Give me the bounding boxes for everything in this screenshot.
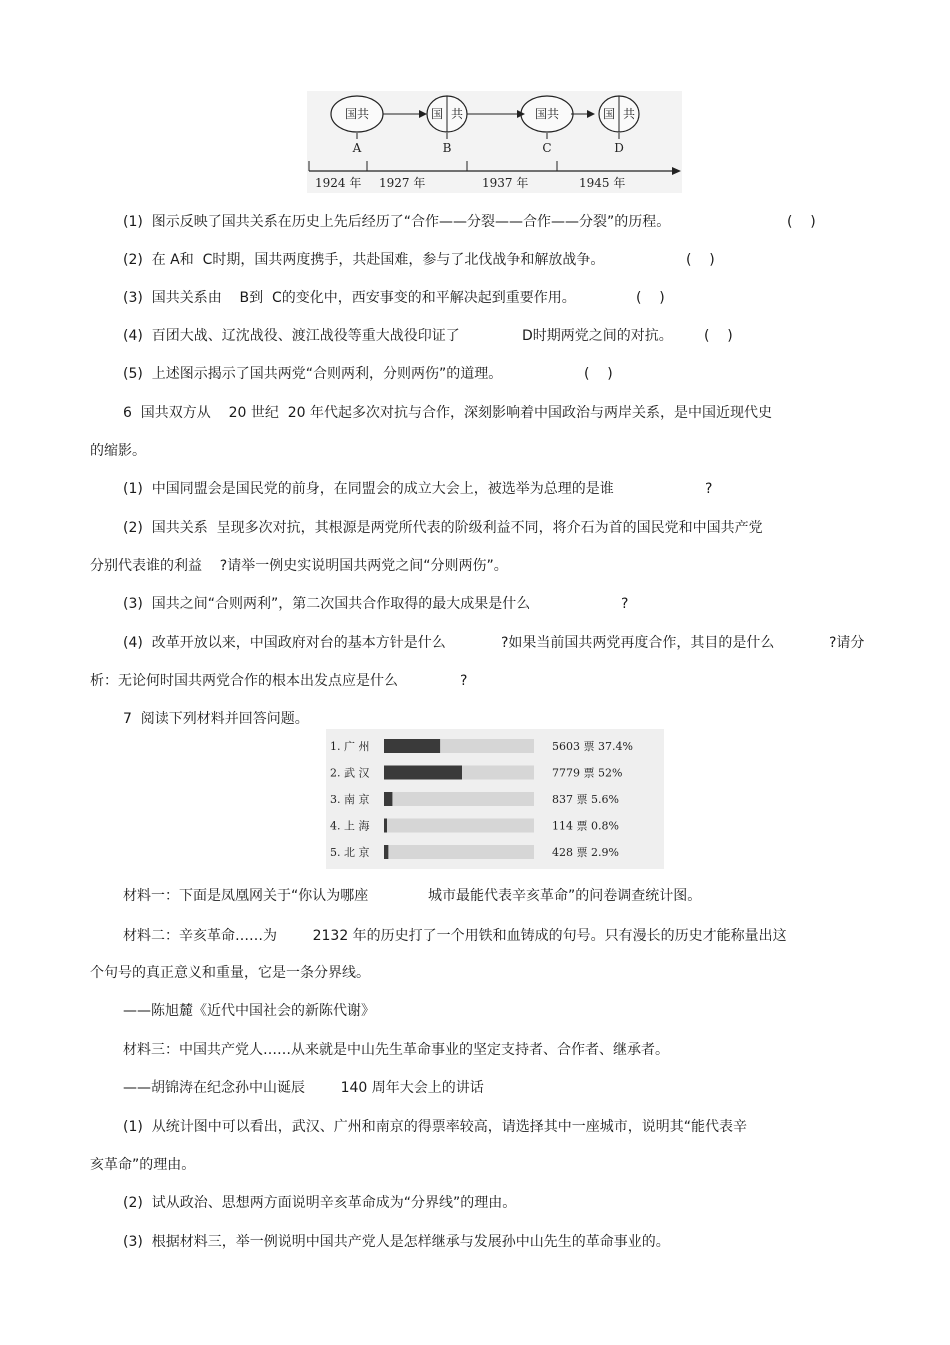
q7-part1-line1: (1) 从统计图中可以看出，武汉、广州和南京的得票率较高，请选择其中一座城市，说明其“能代表辛 bbox=[123, 1119, 747, 1135]
kmt-cpc-relations-diagram bbox=[307, 91, 682, 193]
chart-bar-track bbox=[384, 845, 534, 859]
q6-part3: (3) 国共之间“合则两利”，第二次国共合作取得的最大成果是什么 bbox=[123, 596, 531, 612]
chart-value-label: 7779 票 52% bbox=[552, 766, 623, 780]
chart-category-label: 2. 武 汉 bbox=[330, 766, 370, 780]
q7-source2: ——胡锦涛在纪念孙中山诞辰 140 周年大会上的讲话 bbox=[123, 1080, 484, 1096]
chart-value-label: 428 票 2.9% bbox=[552, 846, 619, 859]
q6-part1-qmark: ? bbox=[705, 481, 713, 497]
q7-material1-b: 城市最能代表辛亥革命”的问卷调查统计图。 bbox=[428, 888, 702, 904]
node-c-label: 国共 bbox=[534, 107, 560, 121]
q5-item-2: (2) 在 A和 C时期，国共两度携手，共赴国难，参与了北伐战争和解放战争。 bbox=[123, 252, 605, 268]
node-d-label-right: 共 bbox=[622, 107, 636, 121]
chart-value-label: 5603 票 37.4% bbox=[552, 740, 633, 753]
q6-intro-line1: 6 国共双方从 20 世纪 20 年代起多次对抗与合作，深刻影响着中国政治与两岸关系，是中国近现代史 bbox=[123, 405, 773, 421]
node-d-label-left: 国 bbox=[602, 107, 616, 121]
q5-item-5: (5) 上述图示揭示了国共两党“合则两利，分则两伤”的道理。 bbox=[123, 366, 503, 382]
q7-material1-a: 材料一：下面是凤凰网关于“你认为哪座 bbox=[123, 888, 369, 904]
node-b-label-right: 共 bbox=[450, 107, 464, 121]
q7-intro: 7 阅读下列材料并回答问题。 bbox=[123, 711, 309, 727]
q6-part4-line1b: ?如果当前国共两党再度合作，其目的是什么 bbox=[501, 635, 775, 651]
year-1924: 1924 年 bbox=[315, 176, 362, 190]
chart-bar bbox=[384, 766, 462, 780]
year-1927: 1927 年 bbox=[379, 176, 426, 190]
q7-part1-line2: 亥革命”的理由。 bbox=[90, 1157, 196, 1173]
chart-category-label: 4. 上 海 bbox=[330, 819, 370, 833]
q6-part2-line2: 分别代表谁的利益 ?请举一例史实说明国共两党之间“分则两伤”。 bbox=[90, 558, 508, 574]
period-letter-c: C bbox=[542, 141, 552, 155]
period-letter-b: B bbox=[442, 141, 452, 155]
q6-part4-qmark: ? bbox=[460, 673, 468, 689]
q6-part4-line1a: (4) 改革开放以来，中国政府对台的基本方针是什么 bbox=[123, 635, 446, 651]
chart-bar bbox=[384, 845, 388, 859]
q5-item-1: (1) 图示反映了国共关系在历史上先后经历了“合作——分裂——合作——分裂”的历程。 bbox=[123, 214, 671, 230]
q5-item-4-cont: D时期两党之间的对抗。 bbox=[522, 328, 673, 344]
q6-part4-line2: 析：无论何时国共两党合作的根本出发点应是什么 bbox=[90, 673, 398, 689]
q6-intro-line2: 的缩影。 bbox=[90, 443, 146, 459]
node-a-label: 国共 bbox=[344, 107, 370, 121]
q5-item-4-bracket[interactable]: ( ) bbox=[704, 328, 733, 344]
chart-bar-track bbox=[384, 792, 534, 806]
chart-value-label: 114 票 0.8% bbox=[552, 819, 619, 833]
chart-bar-track bbox=[384, 819, 534, 833]
q5-item-2-bracket[interactable]: ( ) bbox=[686, 252, 715, 268]
node-b-label-left: 国 bbox=[430, 107, 444, 121]
q6-part1: (1) 中国同盟会是国民党的前身，在同盟会的成立大会上，被选举为总理的是谁 bbox=[123, 481, 614, 497]
q5-item-3: (3) 国共关系由 B到 C的变化中，西安事变的和平解决起到重要作用。 bbox=[123, 290, 576, 306]
year-1945: 1945 年 bbox=[579, 176, 626, 190]
arrow-a-b-head bbox=[419, 110, 427, 118]
q7-material2-line2: 个句号的真正意义和重量，它是一条分界线。 bbox=[90, 965, 370, 981]
q6-part2-line1: (2) 国共关系 呈现多次对抗，其根源是两党所代表的阶级利益不同，将介石为首的国民党和中国共产党 bbox=[123, 520, 763, 536]
q7-material2-line1: 材料二：辛亥革命……为 2132 年的历史打了一个用铁和血铸成的句号。只有漫长的历史才能称量出这 bbox=[123, 928, 787, 944]
survey-bar-chart bbox=[326, 729, 664, 869]
q6-part4-line1c: ?请分 bbox=[829, 635, 865, 651]
q5-item-4: (4) 百团大战、辽沈战役、渡江战役等重大战役印证了 bbox=[123, 328, 460, 344]
q5-item-3-bracket[interactable]: ( ) bbox=[636, 290, 665, 306]
q7-source1: ——陈旭麓《近代中国社会的新陈代谢》 bbox=[123, 1003, 375, 1019]
q7-part3: (3) 根据材料三，举一例说明中国共产党人是怎样继承与发展孙中山先生的革命事业的。 bbox=[123, 1234, 670, 1250]
q7-material3: 材料三：中国共产党人……从来就是中山先生革命事业的坚定支持者、合作者、继承者。 bbox=[123, 1042, 669, 1058]
q7-part2: (2) 试从政治、思想两方面说明辛亥革命成为“分界线”的理由。 bbox=[123, 1195, 517, 1211]
chart-category-label: 1. 广 州 bbox=[330, 740, 370, 753]
period-letter-d: D bbox=[614, 141, 624, 155]
chart-bar bbox=[384, 792, 392, 806]
timeline-arrowhead bbox=[672, 167, 681, 175]
year-1937: 1937 年 bbox=[482, 176, 529, 190]
q5-item-1-bracket[interactable]: ( ) bbox=[787, 214, 816, 230]
period-letter-a: A bbox=[352, 141, 362, 155]
chart-value-label: 837 票 5.6% bbox=[552, 793, 619, 806]
chart-category-label: 3. 南 京 bbox=[330, 793, 370, 806]
chart-bar bbox=[384, 739, 440, 753]
chart-bar bbox=[384, 819, 387, 833]
arrow-c-d-head bbox=[587, 110, 595, 118]
chart-category-label: 5. 北 京 bbox=[330, 846, 370, 859]
q6-part3-qmark: ? bbox=[621, 596, 629, 612]
q5-item-5-bracket[interactable]: ( ) bbox=[584, 366, 613, 382]
